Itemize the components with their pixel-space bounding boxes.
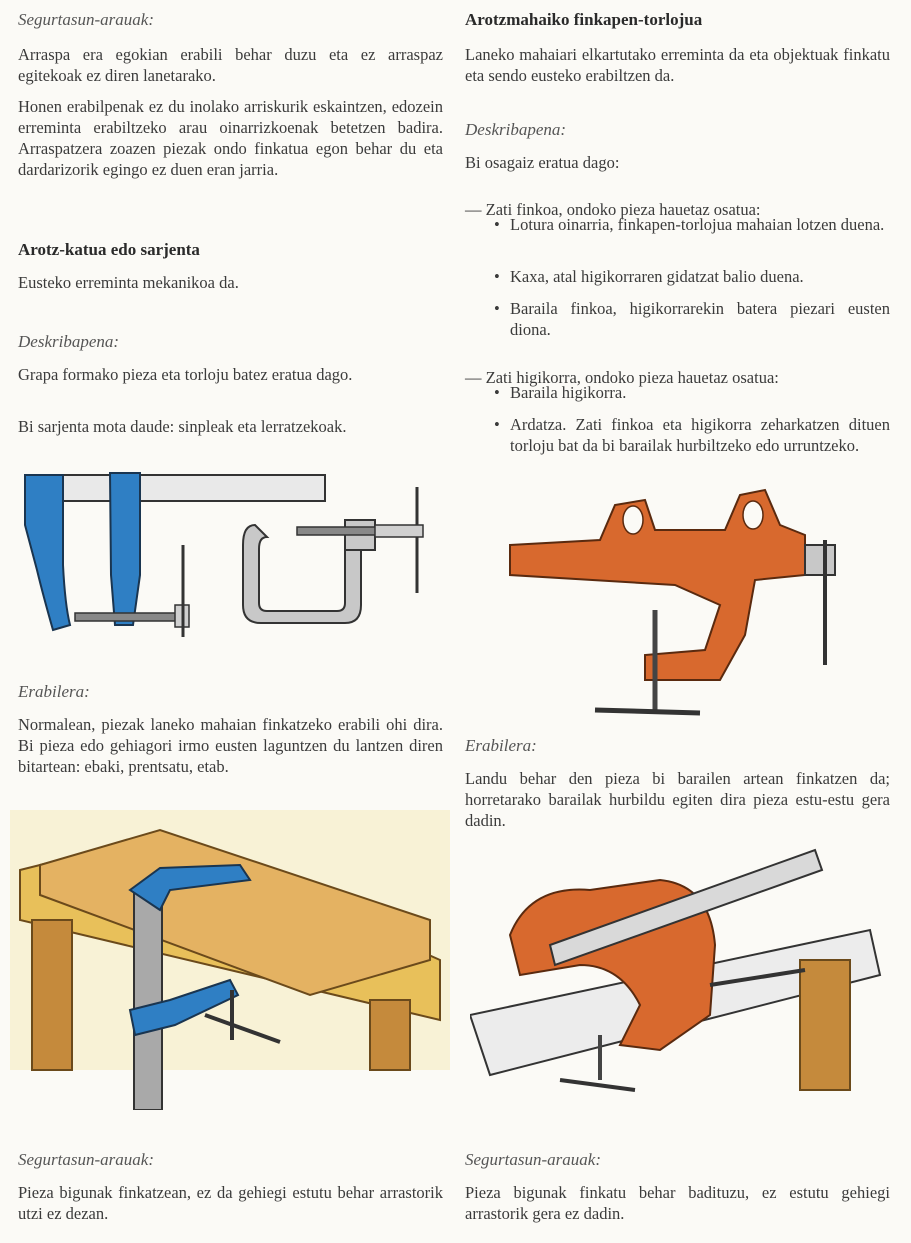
vise-use-paragraph: Landu behar den pieza bi barailen artean finkatzen da; horretarako barailak hurbildu egiten dira pieza estu-estu gera dadin. [465, 769, 890, 830]
clamp-safety-paragraph: Pieza bigunak finkatzean, ez da gehiegi estutu behar arrastorik utzi ez dezan. [18, 1183, 443, 1223]
clamps-illustration [15, 465, 435, 645]
vise-bullet-5: • Ardatza. Zati finkoa eta higikorra zeharkatzen dituen torloju bat da bi barailak hurbiltzeko edo urruntzeko. [494, 415, 890, 455]
safety-paragraph-2: Honen erabilpenak ez du inolako arriskurik eskaintzen, edozein erreminta erabiltzeko arau oinarrizkoenak betetzen badira. Arraspatzera zoazen piezak ondo finkatua egon behar du eta dardarizorik egingo ez duen eran jarria. [18, 97, 443, 179]
vise-bullet-3: • Baraila finkoa, higikorrarekin batera piezari eusten diona. [494, 299, 890, 339]
clamp-description-heading: Deskribapena: [18, 332, 120, 351]
clamp-description-1: Grapa formako pieza eta torloju batez eratua dago. [18, 365, 353, 384]
vise-safety-heading: Segurtasun-arauak: [465, 1150, 601, 1169]
vise-bullet-2: • Kaxa, atal higikorraren gidatzat balio duena. [494, 267, 804, 286]
vise-title: Arotzmahaiko finkapen-torlojua [465, 10, 703, 29]
clamp-use-heading: Erabilera: [18, 682, 90, 701]
vise-bullet-4: • Baraila higikorra. [494, 383, 627, 402]
clamp-safety-heading: Segurtasun-arauak: [18, 1150, 154, 1169]
safety-paragraph-1: Arraspa era egokian erabili behar duzu eta ez arraspaz egitekoak ez diren lanetarako. [18, 45, 443, 85]
vise-description-heading: Deskribapena: [465, 120, 567, 139]
clamp-use-paragraph: Normalean, piezak laneko mahaian finkatzeko erabili ohi dira. Bi pieza edo gehiagori irmo eusten laguntzen du lantzen diren bitartean: ebaki, prentsatu, etab. [18, 715, 443, 776]
clamp-description-2: Bi sarjenta mota daude: sinpleak eta lerratzekoak. [18, 417, 347, 436]
vise-use-heading: Erabilera: [465, 736, 537, 755]
safety-heading-1: Segurtasun-arauak: [18, 10, 154, 29]
vise-in-use-illustration [470, 845, 890, 1100]
vise-bullet-1: • Lotura oinarria, finkapen-torlojua mahaian lotzen duena. [494, 215, 885, 234]
vise-intro: Laneko mahaiari elkartutako erreminta da eta objektuak finkatu eta sendo eusteko erabiltzen da. [465, 45, 890, 85]
clamp-title: Arotz-katua edo sarjenta [18, 240, 200, 259]
vise-part-moving: — Zati higikorra, ondoko pieza hauetaz osatua: [465, 367, 779, 387]
clamp-intro: Eusteko erreminta mekanikoa da. [18, 273, 239, 292]
bench-clamp-illustration [10, 810, 450, 1110]
bench-vise-illustration [505, 485, 855, 725]
vise-safety-paragraph: Pieza bigunak finkatu behar badituzu, ez estutu gehiegi arrastorik gera ez dadin. [465, 1183, 890, 1223]
vise-description: Bi osagaiz eratua dago: [465, 153, 620, 172]
vise-part-fixed: — Zati finkoa, ondoko pieza hauetaz osatua: [465, 199, 761, 219]
